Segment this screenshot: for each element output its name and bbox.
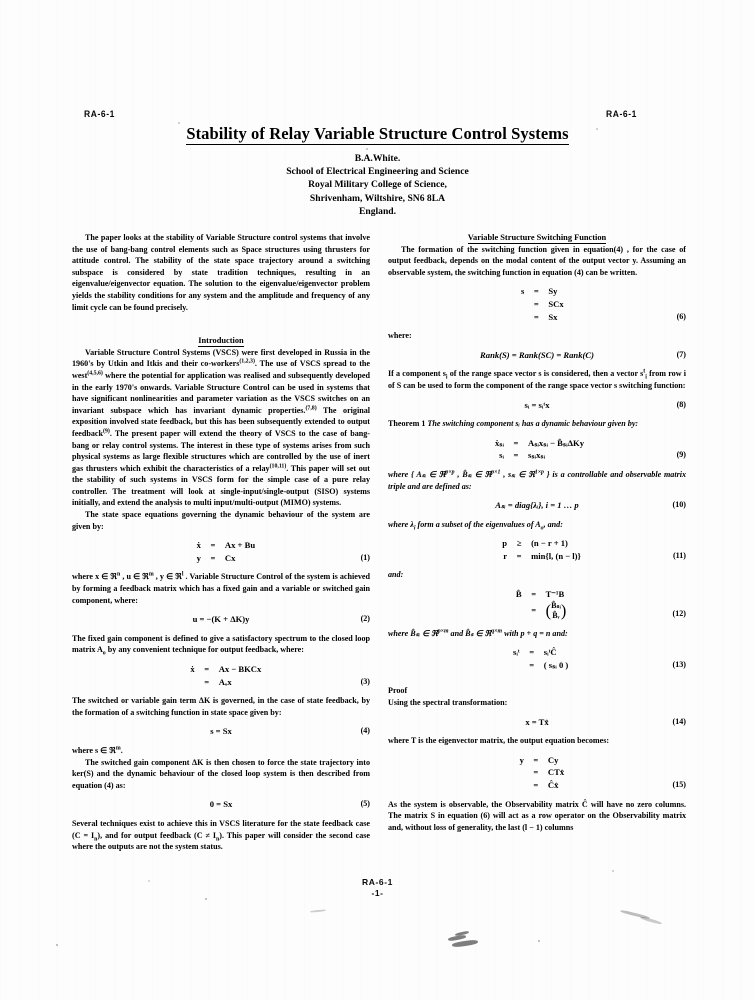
author-name: B.A.White.: [354, 153, 401, 164]
p3-c: , y ∈ ℜ: [153, 572, 182, 582]
eq2-number: (2): [360, 614, 370, 624]
abstract-paragraph: The paper looks at the stability of Variable Structure control systems that involve the use of bang-bang control elements such as Space structures using thrusters for attitude control. The stability of the state space trajectory around a switching subspace is considered by state tradition techniques, resulting in an eigenvalue/eigenvector equation. The solution to the eigenvalue/eigenvector problem yields the stability conditions for any system and the amplitude and frequency of any limit cycle can be found precisely.: [72, 233, 370, 312]
eq11-rhs-2: min{l, (n − l)}: [531, 550, 581, 561]
paragraph-b-partition: [388, 628, 686, 640]
p8-b: ), and for output feedback (C ≠ I: [97, 830, 217, 840]
p3-d: . Variable Structure Control of the system is achieved by forming a feedback matrix which has a fixed gain and a variable or switched gain component, where:: [72, 572, 371, 605]
eq14-body: x = Tx̂: [525, 716, 549, 727]
equation-14: [388, 716, 686, 729]
equation-1: [72, 539, 370, 564]
p8-sub-n1: n: [94, 836, 98, 843]
rp2-b: of the range space vector s is considered, then a vector s: [447, 369, 644, 379]
p6-b: .: [120, 745, 123, 755]
eq9-number: (9): [676, 450, 686, 460]
eq11-lhs-2: r: [503, 550, 508, 561]
paragraph-fixed-gain: [72, 633, 370, 656]
eq8-body: sᵢ = sᵢᵗx: [524, 399, 550, 410]
citation-2: (4,5,6): [87, 370, 103, 377]
eq6-lhs-2: [508, 298, 526, 311]
paragraph-matrix-triple: [388, 469, 686, 492]
scan-speck-2: [56, 944, 58, 946]
rp5-c: with p + q = n and:: [502, 628, 568, 638]
paragraph-eigenvector-matrix: where T is the eigenvector matrix, the output equation becomes:: [388, 736, 610, 746]
eq2-body: u = −(K + ΔK)y: [192, 614, 250, 625]
introduction-heading: [72, 335, 370, 347]
equation-2: [72, 613, 370, 626]
scan-speck-5: [596, 128, 598, 130]
affiliation-country: England.: [358, 205, 397, 217]
scan-smudge-6: [310, 909, 326, 913]
rp5-a: where B̂ₛᵢ ∈ ℜ: [388, 628, 438, 638]
eq9-rhs-1: Aₛᵢxₛᵢ − B̂ₛᵢΔKy: [528, 437, 584, 448]
footer-page-number: -1-: [371, 888, 384, 898]
eq3-rel-1: =: [204, 664, 210, 674]
p3-sup-m: m: [148, 571, 154, 578]
eq11-lhs-1: p: [502, 538, 508, 549]
eq1-rel-1: =: [210, 540, 216, 551]
eq15-rhs-3: Ĉx̂: [547, 780, 559, 790]
scan-speck-7: [612, 870, 614, 872]
proof-paragraph-1: Using the spectral transformation:: [388, 698, 508, 708]
rp3-sup-p1: p×1: [491, 469, 501, 476]
right-column: [388, 232, 686, 833]
switching-function-heading: [388, 232, 686, 244]
eq4-body: s = Sx: [210, 726, 232, 737]
eq15-rel-1: =: [533, 754, 539, 765]
eq9-rel-1: =: [513, 437, 519, 448]
rp3-b: , B̂ₛᵢ ∈ ℜ: [454, 469, 492, 479]
eq10-number: (10): [672, 500, 686, 510]
paragraph-switched-gain: The switched or variable gain term ΔK is governed, in the case of state feedback, by the formation of a switching function in state space given by:: [72, 696, 370, 717]
p3-a: where x ∈ ℜ: [72, 572, 117, 582]
right-paren: ): [560, 601, 567, 621]
equation-12: [388, 588, 686, 621]
eq13-rel-2: =: [529, 659, 535, 670]
affiliation-school: School of Electrical Engineering and Science: [286, 166, 469, 178]
eq12-rel-1: =: [531, 589, 537, 600]
rp2-sup-t: t: [643, 368, 646, 375]
eq1-lhs-2: y: [196, 552, 201, 563]
equation-15: [388, 754, 686, 792]
eq15-lhs-1: y: [519, 754, 524, 765]
eq13-lhs-1: sᵢᵗ: [513, 647, 520, 658]
eq10-body: Aₛᵢ = diag{λᵢ}, i = 1 … p: [495, 500, 579, 511]
eq15-rhs-2: CTx̂: [547, 767, 565, 778]
eq9-lhs-2: sᵢ: [499, 450, 504, 461]
eq9-lhs-1: ẋₛᵢ: [494, 437, 504, 448]
eq12-lhs-1: B̂: [515, 589, 522, 600]
eq12-number: (12): [672, 609, 686, 619]
eq3-rel-2: =: [204, 676, 210, 687]
p3-b: , u ∈ ℜ: [120, 572, 149, 582]
eq15-rhs-1: Cy: [547, 754, 559, 765]
eq13-rhs-2: ( sₛᵢ 0 ): [543, 659, 569, 670]
eq13-rhs-1: sᵢᵗĈ: [543, 647, 557, 658]
p3-sup-n: n: [116, 571, 121, 578]
rp4-sub-o: o: [540, 525, 544, 532]
eq11-rel-1: ≥: [516, 538, 522, 549]
paragraph-component: [388, 368, 686, 391]
affiliation-address: Shrivenham, Wiltshire, SN6 8LA: [309, 192, 446, 204]
equation-4: [72, 725, 370, 738]
eq6-rel-2: =: [533, 298, 539, 309]
eq15-lhs-2: [508, 766, 526, 779]
footer-code: RA-6-1: [362, 877, 393, 887]
left-paren: (: [545, 601, 552, 621]
affiliation-college: Royal Military College of Science,: [308, 179, 447, 191]
paragraph-s-domain: [72, 745, 370, 757]
paragraph-techniques: [72, 818, 370, 853]
eq7-body: Rank(S) = Rank(SC) = Rank(C): [480, 349, 594, 360]
left-column: [72, 232, 370, 853]
citation-4: (9): [103, 428, 110, 435]
eq1-rhs-1: Ax + Bu: [224, 540, 256, 551]
rp3-a: where { Aₛᵢ ∈ ℜ: [388, 469, 446, 479]
rp2-c: from row i of S can be used to form the component of the range space vector s switching function:: [388, 369, 686, 390]
intro-text-c: where the potential for application was realised and subsequently developed in the early 1970's onwards. Variable Structure Control can be used in systems that have significant nonlinearities and parameter variation as the VSCS switches on an invariant subspace which has invariant dynamic properties.: [72, 370, 370, 415]
eq12-rel-2: =: [531, 604, 537, 615]
scan-speck-8: [148, 880, 150, 882]
rp3-sup-pp: p×p: [445, 469, 455, 476]
paragraph-eigen-subset: [388, 519, 686, 531]
author-affiliation-block: [0, 152, 755, 218]
header-left-code: RA-6-1: [84, 108, 115, 120]
eq6-rhs-3: Sx: [548, 311, 558, 322]
equation-8: [388, 399, 686, 412]
rp5-sup-pm: p×m: [437, 627, 449, 634]
eq1-number: (1): [360, 552, 370, 562]
eq15-rel-3: =: [533, 780, 539, 790]
p8-sub-n2: n: [216, 836, 220, 843]
eq12-rhs-1: T⁻¹B: [545, 589, 565, 600]
intro-text-b: . The use of VSCS spread to the west: [72, 359, 370, 380]
paper-title: [0, 124, 755, 144]
theorem-label: Theorem 1: [388, 419, 426, 429]
eq3-lhs-1: ẋ: [190, 664, 195, 674]
eq3-rhs-1: Ax − BKCx: [218, 664, 262, 674]
theorem-1: [388, 418, 686, 430]
eq5-number: (5): [360, 799, 370, 809]
p4-b: by any convenient technique for output feedback, where:: [105, 645, 304, 655]
eq15-lhs-3: [508, 779, 526, 792]
citation-1: (1,2,3): [239, 358, 255, 365]
equation-13: [388, 646, 686, 671]
p4-sub-o: o: [102, 651, 106, 658]
eq12-matrix-stack: [551, 601, 561, 621]
citation-3: (7,8): [305, 405, 317, 412]
equation-3: [72, 663, 370, 688]
intro-text-e: . The present paper will extend the theory of VSCS to the case of bang-bang or relay control systems. The interest in these type of systems arises from such physical systems as large flexible structures which are controlled by the use of inert gas thrusters which exhibit the characteristics of a relay: [72, 428, 370, 473]
eq9-rhs-2: sₛᵢxₛᵢ: [528, 450, 546, 461]
scan-speck-1: [205, 898, 207, 900]
citation-5: (10,11): [269, 463, 287, 469]
rp3-c: , sₛᵢ ∈ ℜ: [500, 469, 535, 479]
eq15-number: (15): [672, 780, 686, 789]
paragraph-state-space: The state space equations governing the dynamic behaviour of the system are given by:: [72, 510, 370, 531]
eq6-lhs-3: [508, 311, 526, 324]
eq13-number: (13): [672, 659, 686, 669]
p3-sup-l: l: [181, 571, 184, 578]
eq7-number: (7): [676, 349, 686, 359]
eq5-body: 0 = Sx: [209, 799, 233, 810]
eq6-lhs-1: s: [520, 286, 525, 297]
eq6-number: (6): [676, 311, 686, 321]
where-label-1: where:: [388, 331, 412, 341]
eq6-rhs-2: SCx: [548, 298, 564, 309]
scan-smudge-5: [640, 916, 662, 925]
eq3-number: (3): [360, 676, 370, 686]
scan-smudge-1: [452, 939, 478, 948]
eq3-lhs-2: [179, 676, 197, 689]
rp2-a: If a component s: [388, 369, 446, 379]
eq11-rel-2: =: [516, 550, 522, 561]
eq1-lhs-1: ẋ: [196, 540, 201, 551]
switching-function-heading-text: Variable Structure Switching Function: [467, 233, 607, 242]
equation-7: [388, 349, 686, 362]
introduction-heading-text: Introduction: [198, 336, 244, 346]
eq12-lhs-2: [506, 601, 524, 621]
intro-paragraph-1: [72, 347, 370, 509]
eq1-rel-2: =: [210, 552, 216, 563]
equation-10: [388, 499, 686, 512]
paragraph-observability: As the system is observable, the Observability matrix Ĉ will have no zero columns. The matrix S in equation (6) will act as a row operator on the Observability matrix and, without loss of generality, the last (l − 1) columns: [388, 799, 686, 832]
paragraph-dimensions: [72, 571, 370, 606]
scan-speck-6: [366, 148, 368, 150]
eq1-rhs-2: Cx: [224, 552, 236, 563]
and-label-1: and:: [388, 570, 404, 580]
equation-11: [388, 537, 686, 562]
rp3-d: } is a controllable and observable matrix triple and are defined as:: [388, 469, 687, 491]
scan-speck-4: [178, 122, 180, 124]
eq11-rhs-1: (n − r + 1): [531, 538, 568, 549]
eq12-matrix-bottom: B̂ᵣ: [552, 610, 560, 620]
intro-text-f: . This paper will set out the stability of such systems in VSCS form for the simple case of a pure relay controller. The treatment will look at single-input/single-output (SISO) systems initially, and extend the analysis to multi input/multi-output (MIMO) systems.: [72, 463, 370, 508]
intro-text-d: The original exposition involved state feedback, but this has been subsequently extended to output feedback: [72, 405, 371, 438]
eq11-number: (11): [672, 550, 686, 560]
p6-sup-m: m: [115, 745, 121, 752]
rp4-sub-i: i: [413, 525, 416, 532]
rp4-b: form a subset of the eigenvalues of A: [415, 519, 541, 529]
eq9-rel-2: =: [513, 450, 519, 461]
rp5-sup-qm: q×m: [491, 627, 503, 634]
header-right-code: RA-6-1: [606, 108, 637, 120]
equation-6: [388, 285, 686, 323]
eq8-number: (8): [676, 399, 686, 409]
rp4-c: , and:: [543, 519, 563, 529]
eq12-rhs-2: [544, 601, 569, 621]
rp2-sub-i2: i: [645, 374, 647, 381]
eq4-number: (4): [360, 726, 370, 736]
intro-text-a: Variable Structure Control Systems (VSCS) were first developed in Russia in the 1960's by Utkin and Itkis and their co-workers: [72, 347, 370, 369]
paragraph-kernel: The switched gain component ΔK is then chosen to force the state trajectory into ker(S) and the dynamic behaviour of the closed loop system is then described from equation (4) as:: [72, 757, 370, 790]
scan-speck-3: [538, 940, 540, 942]
equation-9: [388, 437, 686, 462]
eq6-rhs-1: Sy: [548, 286, 558, 297]
page-footer: [0, 877, 755, 899]
rp5-b: and B̂ₛ ∈ ℜ: [448, 628, 492, 638]
eq6-rel-3: =: [533, 311, 539, 322]
eq3-rhs-2: Aₒx: [218, 676, 232, 687]
switching-paragraph-1: The formation of the switching function given in equation(4) , for the case of output feedback, depends on the modal content of the output vector y. Assuming an observable system, the switching function in equation (4) can be written.: [388, 244, 686, 277]
paper-title-text: Stability of Relay Variable Structure Control Systems: [186, 124, 569, 143]
p6-a: where s ∈ ℜ: [72, 745, 116, 755]
eq6-rel-1: =: [533, 286, 539, 297]
theorem-statement: The switching component sᵢ has a dynamic behaviour given by:: [427, 419, 639, 429]
eq12-matrix-top: B̂ₛᵢ: [551, 600, 561, 610]
rp4-a: where λ: [388, 519, 414, 529]
equation-5: [72, 798, 370, 811]
eq14-number: (14): [672, 716, 686, 726]
p4-a: The fixed gain component is defined to give a satisfactory spectrum to the closed loop matrix A: [72, 633, 370, 655]
eq13-rel-1: =: [529, 647, 535, 658]
p8-a: Several techniques exist to achieve this in VSCS literature for the state feedback case (C = I: [72, 818, 370, 840]
proof-heading: Proof: [388, 686, 408, 696]
rp3-sup-1p: 1×p: [534, 469, 544, 476]
eq13-lhs-2: [504, 659, 522, 672]
p8-c: ). This paper will consider the second case where the outputs are not the system status.: [72, 830, 370, 852]
rp2-sub-i: i: [445, 374, 448, 381]
eq15-rel-2: =: [533, 767, 539, 778]
